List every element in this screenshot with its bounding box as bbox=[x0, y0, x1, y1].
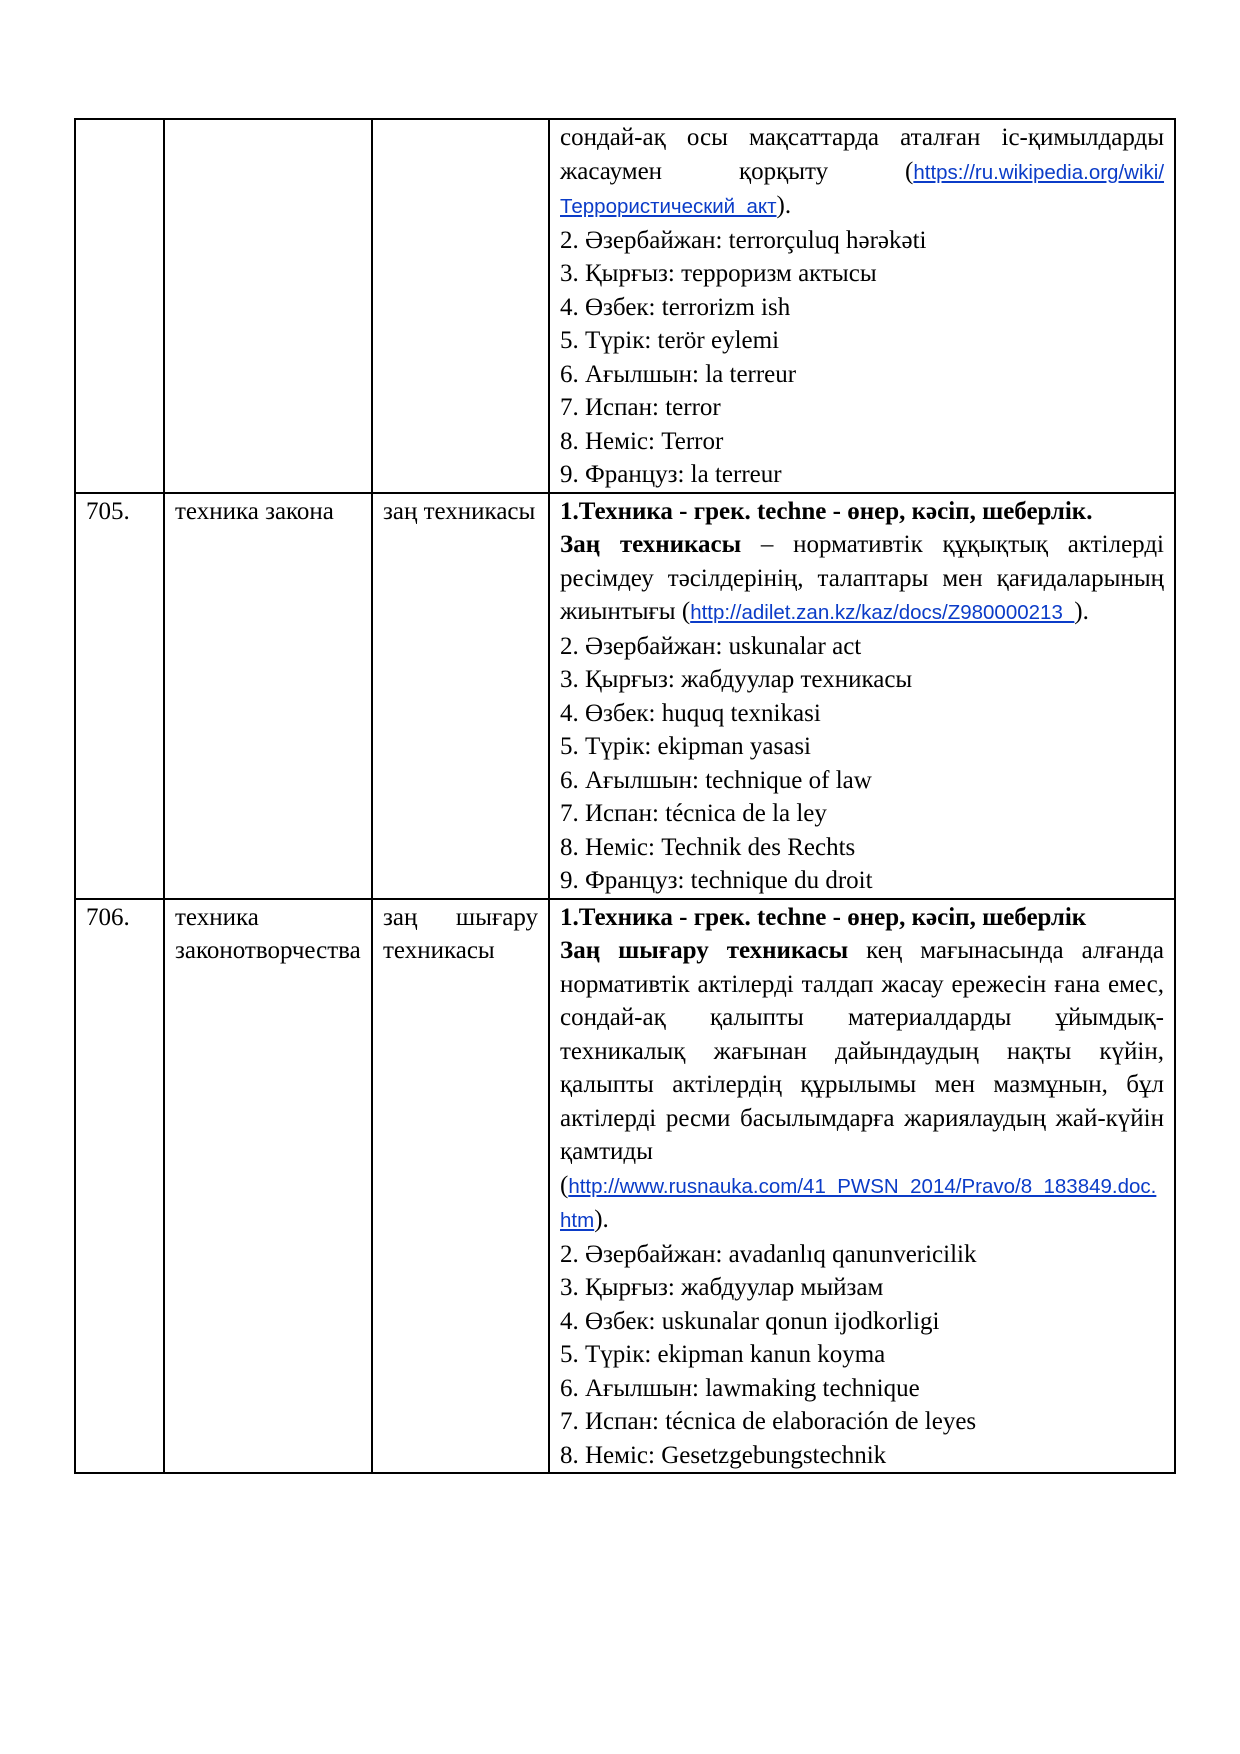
translation-line: 4. Өзбек: huquq texnikasi bbox=[560, 699, 821, 727]
term-bold: Заң шығару техникасы bbox=[560, 937, 849, 964]
translation-line: 4. Өзбек: terrorizm ish bbox=[560, 293, 791, 321]
translation-line: 6. Ағылшын: la terreur bbox=[560, 360, 797, 388]
source-link[interactable]: http://www.rusnauka.com/41_PWSN_2014/Pravo/8_183849.doc.htm bbox=[560, 1174, 1157, 1232]
definition-text: – нормативтік құқықтық актілерді ресімдеу тәсілдерінің, талаптары мен қағидаларының жиынтығы bbox=[560, 531, 1164, 625]
term-russian: техника закона bbox=[164, 493, 372, 899]
translation-line: 5. Түрік: ekipman yasasi bbox=[560, 733, 811, 760]
definition-paragraph: Заң шығару техникасы кең мағынасында алғанда нормативтік актілерді талдап жасау ережесін ғана емес, сондай-ақ қалыпты материалдарды ұйымдық-техникалық жағынан дайындаудың нақты күйін, қалыпты актілердің құрылымы мен мазмұнын, бұл актілерді ресми басылымдарға жариялаудың жай-күйін қамтиды (http://www.rusnauka.com/41_PWSN_2014/Pravo/8_183849.doc.htm). bbox=[560, 937, 1164, 1233]
translation-line: 3. Қырғыз: жабдуулар мыйзам bbox=[560, 1274, 884, 1301]
definition-cell bbox=[549, 899, 1175, 1474]
table-row bbox=[75, 119, 1175, 493]
translation-line: 9. Француз: la terreur bbox=[560, 461, 782, 488]
entry-number: 705. bbox=[75, 493, 164, 899]
source-suffix: ). bbox=[776, 192, 792, 219]
definition-text: кең мағынасында алғанда нормативтік актілерді талдап жасау ережесін ғана емес, сондай-ақ қалыпты материалдарды ұйымдық-техникалық жағынан дайындаудың нақты күйін, қалыпты актілердің құрылымы мен мазмұнын, бұл актілерді ресми басылымдарға жариялаудың жай-күйін қамтиды bbox=[560, 937, 1164, 1165]
source-link[interactable]: http://adilet.zan.kz/kaz/docs/Z980000213_ bbox=[690, 601, 1075, 624]
table-row bbox=[75, 493, 1175, 899]
translation-line: 4. Өзбек: uskunalar qonun ijodkorligi bbox=[560, 1307, 940, 1335]
definition-cell bbox=[549, 493, 1175, 899]
translation-line: 7. Испан: técnica de elaboración de leyes bbox=[560, 1408, 977, 1435]
translation-line: 8. Неміс: Terror bbox=[560, 427, 724, 455]
term-kazakh bbox=[372, 119, 549, 493]
table-row bbox=[75, 899, 1175, 1474]
translation-line: 3. Қырғыз: жабдуулар техникасы bbox=[560, 666, 913, 693]
translation-line: 2. Әзербайжан: avadanlıq qanunvericilik bbox=[560, 1240, 977, 1268]
translation-line: 8. Неміс: Technik des Rechts bbox=[560, 833, 856, 861]
term-russian: техника законотворчества bbox=[164, 899, 372, 1474]
entry-number bbox=[75, 119, 164, 493]
source-link[interactable]: https://ru.wikipedia.org/wiki/Террористический_акт bbox=[560, 160, 1165, 218]
translation-line: 5. Түрік: terör eylemi bbox=[560, 327, 780, 354]
definition-text: сондай-ақ осы мақсаттарда аталған іс-қимылдарды жасаумен қорқыту bbox=[560, 124, 1164, 185]
translation-line: 6. Ағылшын: lawmaking technique bbox=[560, 1374, 920, 1402]
term-bold: Заң техникасы bbox=[560, 531, 742, 558]
translation-line: 2. Әзербайжан: terrorçuluq hərəkəti bbox=[560, 226, 927, 254]
translation-line: 2. Әзербайжан: uskunalar act bbox=[560, 632, 862, 660]
term-russian bbox=[164, 119, 372, 493]
glossary-table bbox=[74, 118, 1176, 1474]
etymology: 1.Техника - грек. techne - өнер, кәсіп, шеберлік. bbox=[560, 497, 1093, 525]
translation-line: 9. Француз: technique du droit bbox=[560, 867, 873, 894]
term-kazakh: заң техникасы bbox=[372, 493, 549, 899]
translation-line: 6. Ағылшын: technique of law bbox=[560, 766, 872, 794]
source-suffix: ). bbox=[594, 1206, 609, 1233]
source-suffix: ). bbox=[1074, 598, 1089, 625]
translation-line: 7. Испан: técnica de la ley bbox=[560, 800, 827, 827]
term-kazakh: заң шығару техникасы bbox=[372, 899, 549, 1474]
definition-cell bbox=[549, 119, 1175, 493]
translation-line: 3. Қырғыз: терроризм актысы bbox=[560, 260, 877, 287]
translation-line: 8. Неміс: Gesetzgebungstechnik bbox=[560, 1441, 887, 1469]
translation-line: 5. Түрік: ekipman kanun koyma bbox=[560, 1341, 886, 1368]
definition-paragraph: Заң техникасы – нормативтік құқықтық актілерді ресімдеу тәсілдерінің, талаптары мен қағидаларының жиынтығы (http://adilet.zan.kz/kaz/docs/Z980000213_). bbox=[560, 531, 1164, 625]
translation-line: 7. Испан: terror bbox=[560, 394, 721, 421]
definition-paragraph: сондай-ақ осы мақсаттарда аталған іс-қимылдарды жасаумен қорқыту (https://ru.wikipedia.org/wiki/Террористический_акт). bbox=[560, 124, 1165, 219]
entry-number: 706. bbox=[75, 899, 164, 1474]
etymology: 1.Техника - грек. techne - өнер, кәсіп, шеберлік bbox=[560, 903, 1087, 931]
